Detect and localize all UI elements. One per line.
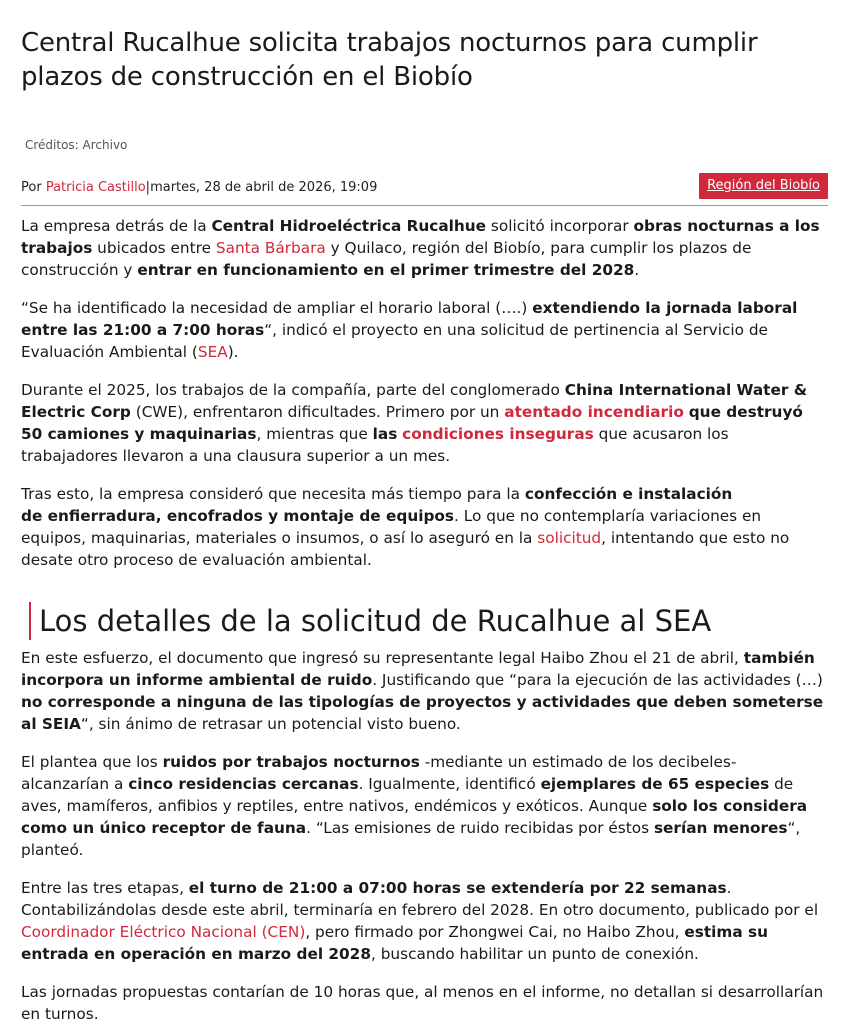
section-heading: Los detalles de la solicitud de Rucalhue al SEA: [29, 602, 828, 640]
paragraph-2: “Se ha identificado la necesidad de ampliar el horario laboral (….) extendiendo la jornada laboral entre las 21:00 a 7:00 horas“, indicó el proyecto en una solicitud de pertinencia al Servicio de Evaluación Ambiental (SEA).: [21, 299, 798, 361]
paragraph-7: Entre las tres etapas, el turno de 21:00 a 07:00 horas se extendería por 22 semanas. Contabilizándolas desde este abril, terminaría en febrero del 2028. En otro documento, publicado por el Coordinador Eléctrico Nacional (CEN), pero firmado por Zhongwei Cai, no Haibo Zhou, estima su entrada en operación en marzo del 2028, buscando habilitar un punto de conexión.: [21, 879, 819, 963]
publish-date: martes, 28 de abril de 2026, 19:09: [150, 180, 378, 195]
paragraph-3: Durante el 2025, los trabajos de la compañía, parte del conglomerado China International Water & Electric Corp (CWE), enfrentaron dificultades. Primero por un atentado incendiario que destruyó 50 camiones y maquinarias, mientras que las condiciones inseguras que acusaron los trabajadores llevaron a una clausura superior a un mes.: [21, 381, 808, 465]
byline-separator: |: [145, 180, 151, 195]
atentado-incendiario-link[interactable]: atentado incendiario: [504, 403, 684, 421]
article: [21, 0, 828, 1025]
condiciones-inseguras-link[interactable]: condiciones inseguras: [402, 425, 594, 443]
cen-link[interactable]: Coordinador Eléctrico Nacional (CEN): [21, 923, 306, 941]
byline-prefix: Por: [21, 180, 42, 195]
santa-barbara-link[interactable]: Santa Bárbara: [215, 239, 326, 257]
paragraph-6: El plantea que los ruidos por trabajos nocturnos -mediante un estimado de los decibeles- alcanzarían a cinco residencias cercanas. Igualmente, identificó ejemplares de 65 especies de aves, mamíferos, anfibios y reptiles, entre nativos, endémicos y exóticos. Aunque solo los considera como un único receptor de fauna. “Las emisiones de ruido recibidas por éstos serían menores“, planteó.: [21, 753, 808, 859]
paragraph-1: La empresa detrás de la Central Hidroeléctrica Rucalhue solicitó incorporar obras nocturnas a los trabajos ubicados entre Santa Bárbara y Quilaco, región del Biobío, para cumplir los plazos de construcción y entrar en funcionamiento en el primer trimestre del 2028.: [21, 217, 820, 279]
byline-row: [21, 173, 828, 206]
region-badge[interactable]: Región del Biobío: [699, 173, 828, 199]
paragraph-8: Las jornadas propuestas contarían de 10 horas que, al menos en el informe, no detallan si desarrollarían en turnos.: [21, 983, 824, 1023]
paragraph-5: En este esfuerzo, el documento que ingresó su representante legal Haibo Zhou el 21 de abril, también incorpora un informe ambiental de ruido. Justificando que “para la ejecución de las actividades (…) no corresponde a ninguna de las tipologías de proyectos y actividades que deben someterse al SEIA“, sin ánimo de retrasar un potencial visto bueno.: [21, 649, 824, 733]
author-link[interactable]: Patricia Castillo: [45, 180, 146, 195]
byline: [21, 179, 377, 197]
article-title: Central Rucalhue solicita trabajos nocturnos para cumplir plazos de construcción en el Biobío: [21, 28, 758, 92]
image-credits: Créditos: Archivo: [25, 138, 128, 152]
sea-link[interactable]: SEA: [197, 343, 228, 361]
solicitud-link[interactable]: solicitud: [537, 529, 602, 547]
paragraph-4: Tras esto, la empresa consideró que necesita más tiempo para la confección e instalación de enfierradura, encofrados y montaje de equipos. Lo que no contemplaría variaciones en equipos, maquinarias, materiales o insumos, o así lo aseguró en la solicitud, intentando que esto no desate otro proceso de evaluación ambiental.: [21, 485, 790, 569]
